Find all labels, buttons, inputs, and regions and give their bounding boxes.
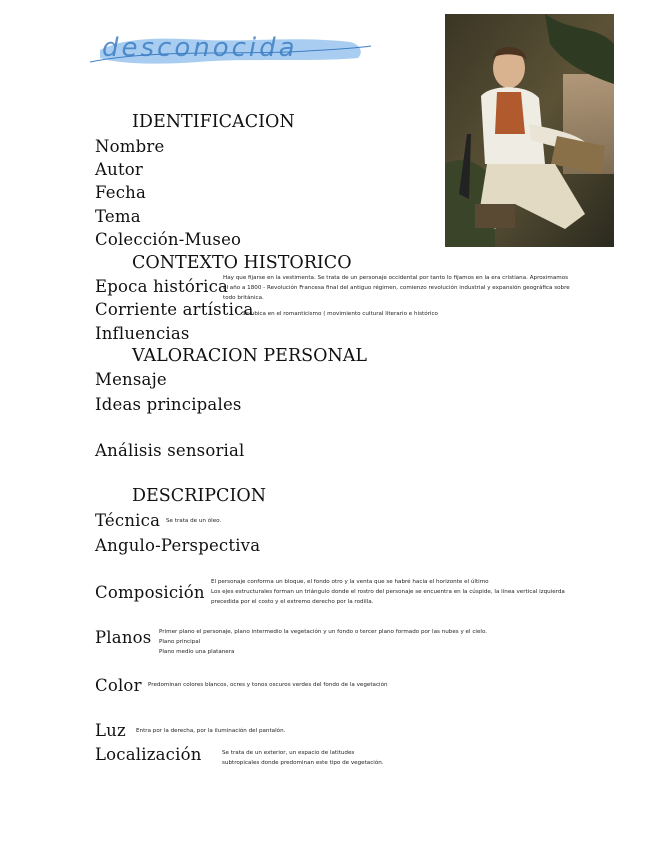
note-line: Hay que fijarse en la vestimenta. Se trata de un personaje occidental por tanto lo fijamos en la era cristiana. Aproximamos	[223, 275, 569, 281]
note-corriente-artistica: Se ubica en el romanticismo ( movimiento cultural literario e histórico	[242, 311, 438, 317]
note-line: Primer plano el personaje, plano intermedio la vegetación y un fondo o tercer plano formado por las nubes y el cielo.	[159, 629, 488, 635]
note-planos	[159, 627, 487, 657]
note-line: Los ejes estructurales forman un triángulo donde el rostro del personaje se encuentra en la cúspide, la línea vertical izquierda	[211, 589, 565, 595]
label-planos: Planos	[95, 628, 152, 647]
note-composicion	[211, 577, 565, 607]
note-line: todo británica.	[223, 295, 264, 301]
note-line: Se trata de un exterior, un espacio de latitudes	[222, 750, 355, 756]
logo	[88, 28, 373, 72]
note-line: subtropicales donde predominan este tipo de vegetación.	[222, 760, 384, 766]
heading-identificacion: IDENTIFICACION	[132, 112, 295, 132]
label-tecnica: Técnica	[95, 511, 161, 530]
label-epoca-historica: Epoca histórica	[95, 277, 229, 296]
label-analisis-sensorial: Análisis sensorial	[95, 441, 245, 460]
heading-valoracion-personal: VALORACION PERSONAL	[132, 346, 368, 366]
label-influencias: Influencias	[95, 324, 190, 343]
label-corriente-artistica: Corriente artística	[95, 300, 254, 319]
label-fecha: Fecha	[95, 183, 147, 202]
heading-contexto-historico: CONTEXTO HISTORICO	[132, 253, 352, 273]
note-line: precedida por el costo y el extremo derecho por la rodilla.	[211, 599, 374, 605]
note-luz: Entra por la derecha, por la iluminación del pantalón.	[136, 728, 286, 734]
note-line: el año a 1800 - Revolución Francesa final del antiguo régimen, comienzo revolución industrial y expansión geográfica sobre	[223, 285, 570, 291]
label-mensaje: Mensaje	[95, 370, 167, 389]
label-tema: Tema	[95, 207, 141, 226]
label-ideas-principales: Ideas principales	[95, 395, 242, 414]
logo-text: desconocida	[102, 33, 298, 63]
label-autor: Autor	[95, 160, 143, 179]
note-color: Predominan colores blancos, ocres y tonos oscuros verdes del fondo de la vegetación	[148, 682, 388, 688]
label-localizacion: Localización	[95, 745, 202, 764]
note-epoca-historica	[223, 273, 570, 303]
note-line: Plano principal	[159, 639, 201, 645]
label-angulo-perspectiva: Angulo-Perspectiva	[95, 536, 261, 555]
note-line: Plano medio una platanera	[159, 649, 235, 655]
label-color: Color	[95, 676, 142, 695]
label-nombre: Nombre	[95, 137, 165, 156]
note-localizacion	[222, 748, 384, 768]
label-composicion: Composición	[95, 583, 205, 602]
label-coleccion-museo: Colección-Museo	[95, 230, 242, 249]
note-line: El personaje conforma un bloque, el fondo otro y la venta que se habré hacia el horizonte el último	[211, 579, 489, 585]
portrait-painting	[445, 14, 614, 247]
note-tecnica: Se trata de un óleo.	[166, 518, 222, 524]
label-luz: Luz	[95, 721, 126, 740]
heading-descripcion: DESCRIPCION	[132, 486, 267, 506]
